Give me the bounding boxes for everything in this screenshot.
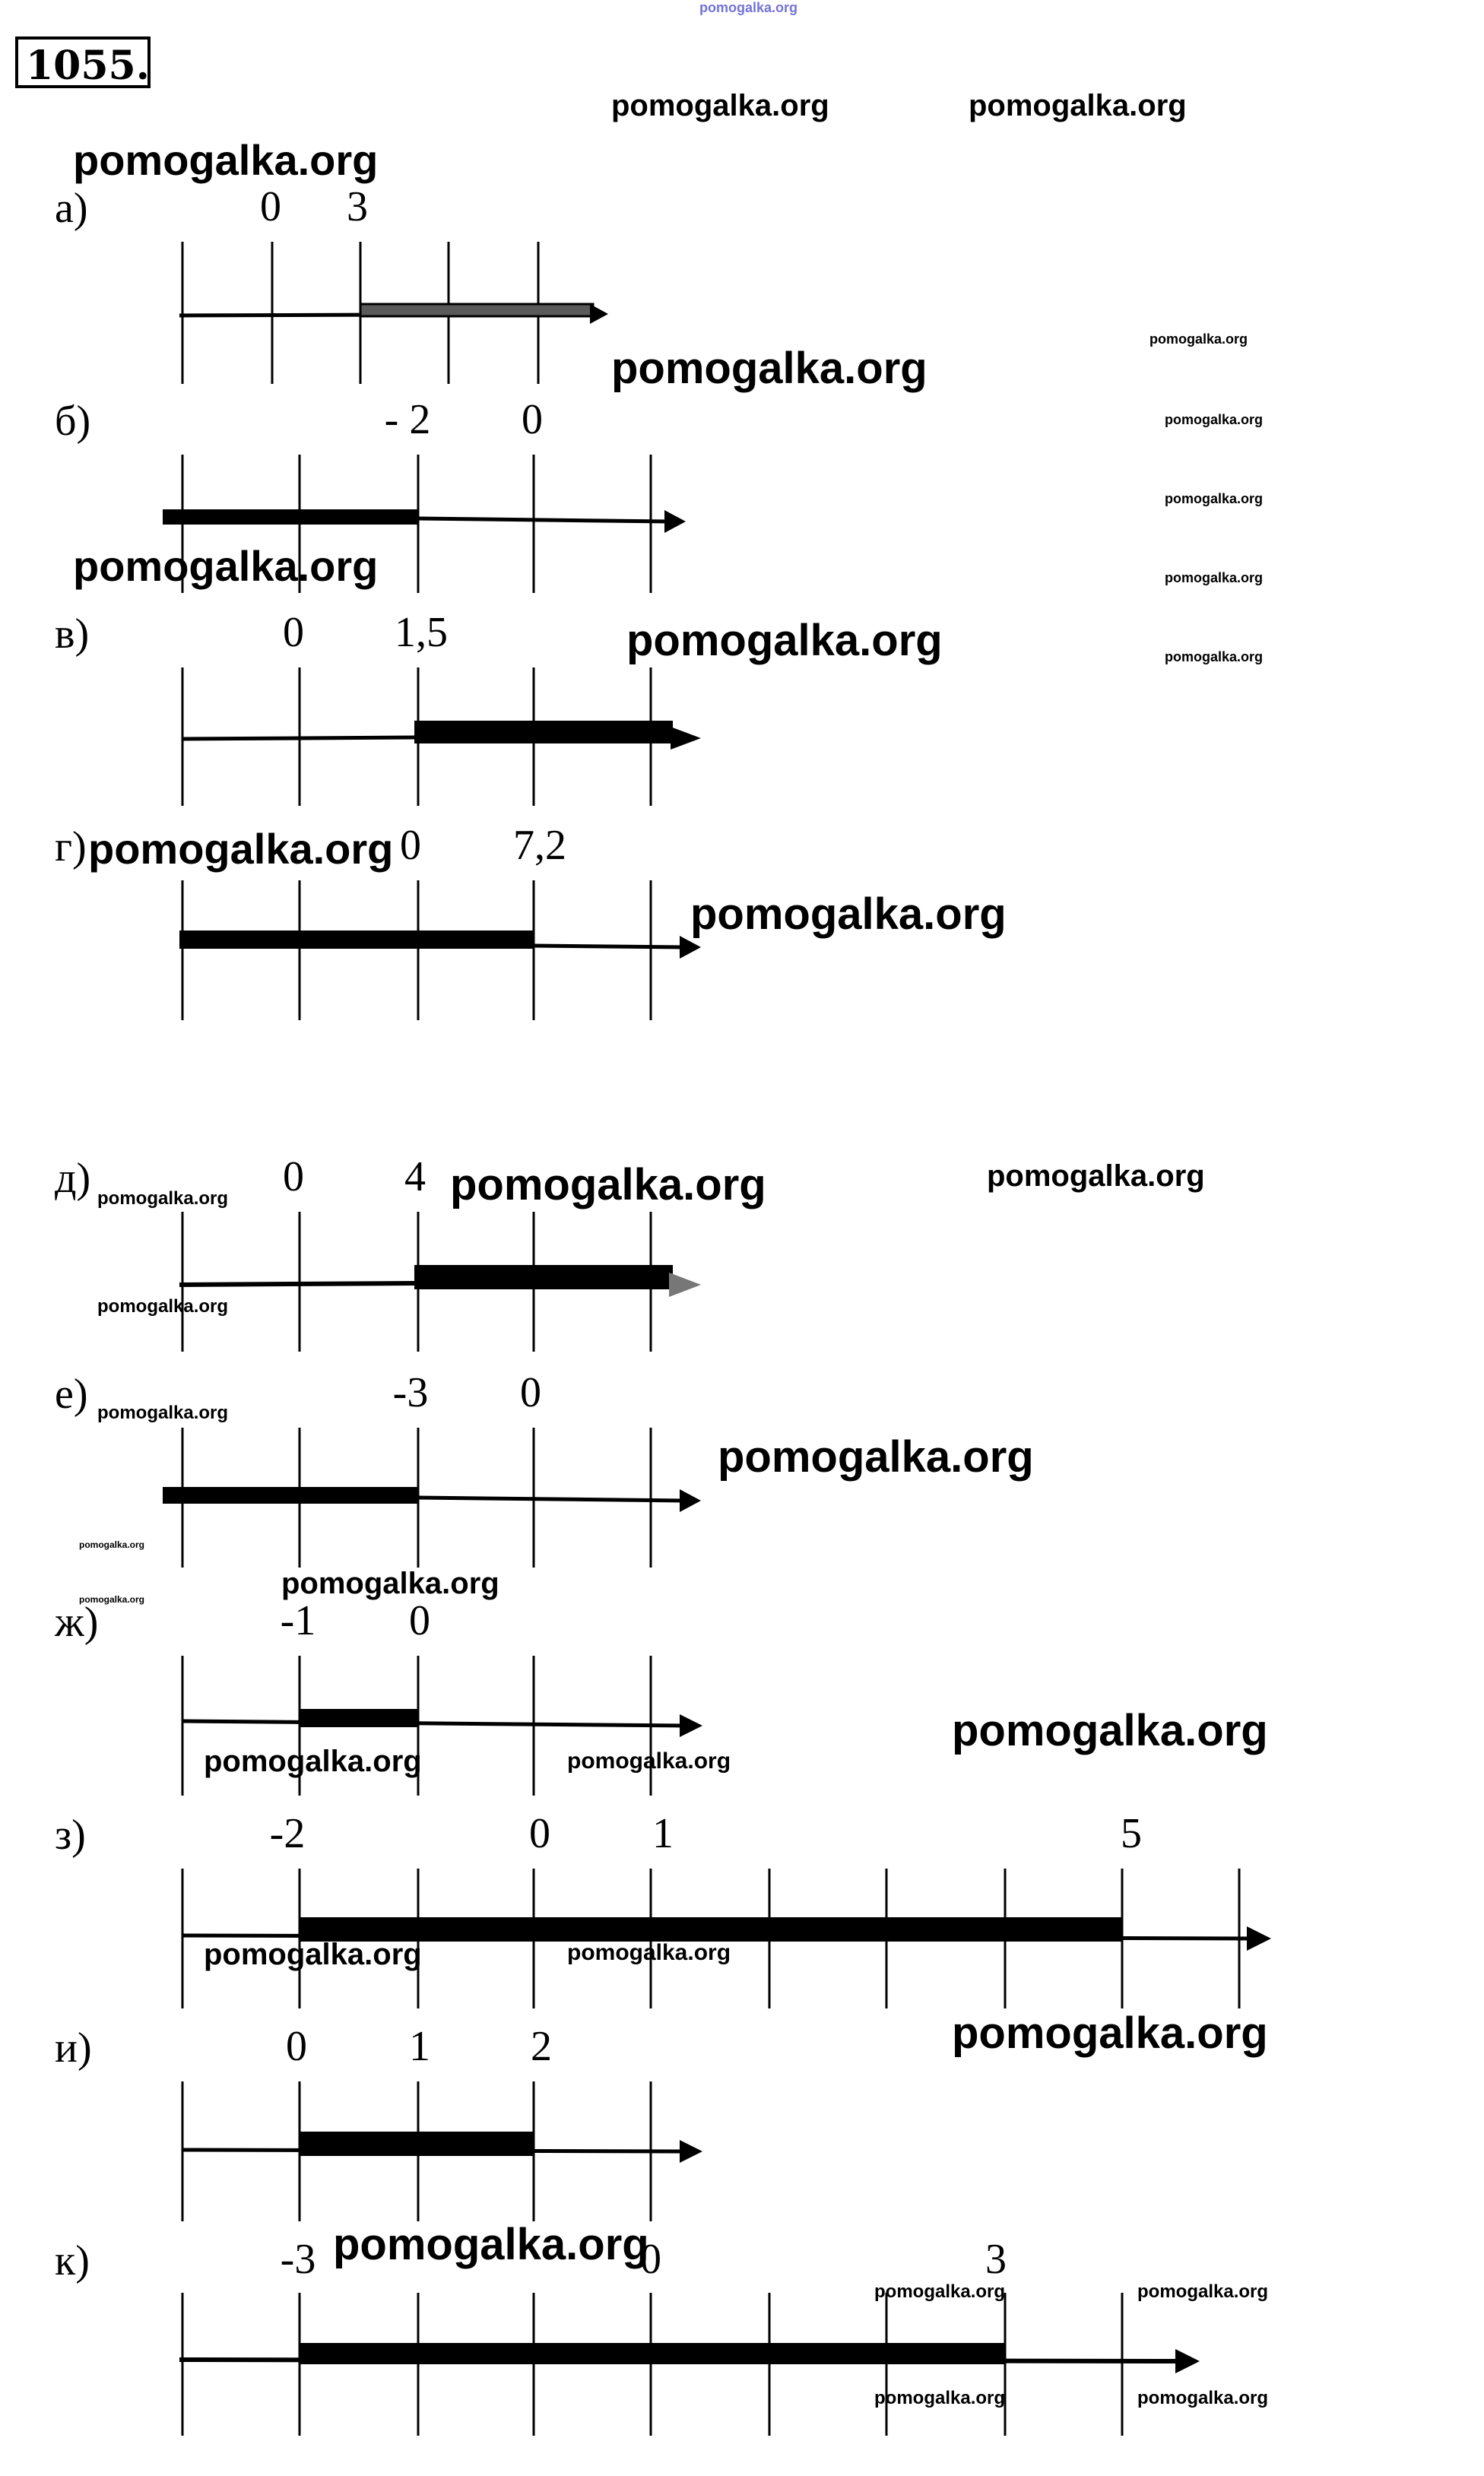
watermark: pomogalka.org [73, 136, 379, 184]
exercise-label: б) [55, 398, 91, 445]
tick-label: -3 [392, 1369, 429, 1416]
exercise-i [55, 2023, 702, 2221]
tick-label: 5 [1121, 1810, 1142, 1857]
axis-arrow [1247, 1926, 1271, 1951]
watermarks [73, 89, 1268, 2408]
exercise-e [55, 1369, 701, 1568]
exercise-label: г) [55, 823, 87, 870]
solution-ray [414, 721, 673, 743]
watermark: pomogalka.org [1165, 412, 1264, 427]
exercise-label: д) [55, 1155, 91, 1202]
tick-label: 0 [520, 1369, 541, 1416]
watermark: pomogalka.org [987, 1159, 1205, 1193]
exercise-label: в) [55, 610, 90, 658]
tick-label: 1,5 [395, 609, 448, 656]
solution-segment [300, 2343, 1005, 2364]
watermark: pomogalka.org [952, 1706, 1268, 1755]
solution-ray [360, 304, 593, 316]
watermark: pomogalka.org [969, 89, 1187, 122]
watermark: pomogalka.org [79, 1539, 145, 1550]
solution-segment [300, 2132, 534, 2156]
solution-segment [300, 1709, 418, 1727]
tick-label: 0 [400, 822, 421, 869]
tick-label: 0 [286, 2023, 307, 2070]
axis-line [418, 1498, 684, 1501]
watermark: pomogalka.org [626, 616, 943, 665]
tick-label: 7,2 [513, 822, 566, 869]
watermark: pomogalka.org [567, 1748, 731, 1774]
tick-label: -2 [269, 1810, 306, 1857]
watermark: pomogalka.org [79, 1594, 145, 1605]
solution-ray [179, 930, 534, 949]
solution-ray [163, 1487, 418, 1504]
tick-label: - 2 [384, 396, 431, 443]
watermark: pomogalka.org [97, 1296, 229, 1317]
watermark: pomogalka.org [874, 2281, 1006, 2302]
watermark: pomogalka.org [97, 1403, 229, 1423]
exercise-z [55, 1810, 1271, 2008]
watermark: pomogalka.org [718, 1432, 1034, 1482]
axis-arrow [680, 936, 701, 959]
exercise-label: а) [55, 185, 88, 232]
axis-arrow [680, 2140, 702, 2163]
tick-label: 2 [531, 2023, 552, 2070]
exercise-label: е) [55, 1371, 88, 1418]
problem-header [17, 0, 797, 89]
watermark: pomogalka.org [204, 1745, 422, 1778]
watermark: pomogalka.org [204, 1938, 422, 1971]
watermark: pomogalka.org [281, 1567, 499, 1600]
watermark: pomogalka.org [1137, 2281, 1269, 2302]
watermark: pomogalka.org [73, 542, 379, 590]
solution-ray [414, 1265, 673, 1289]
tick-label: -3 [280, 2236, 316, 2283]
problem-number: 1055. [26, 43, 150, 89]
axis-arrow [680, 1714, 702, 1737]
exercise-a [55, 183, 608, 384]
watermark: pomogalka.org [690, 889, 1007, 939]
exercise-v [55, 609, 701, 806]
watermark: pomogalka.org [611, 344, 928, 393]
axis-arrow [669, 1273, 701, 1297]
tick-label: 0 [260, 183, 281, 230]
solution-segment [300, 1917, 1122, 1942]
tick-label: 0 [529, 1810, 550, 1857]
exercise-label: к) [55, 2237, 90, 2284]
ticks [182, 880, 651, 1020]
watermark: pomogalka.org [611, 89, 829, 122]
axis-line [182, 737, 414, 739]
exercise-label: ж) [55, 1599, 99, 1646]
watermark: pomogalka.org [1165, 491, 1264, 506]
top-watermark: pomogalka.org [699, 0, 798, 15]
axis-arrow [590, 304, 608, 324]
tick-label: 3 [347, 183, 368, 230]
tick-label: 0 [283, 609, 304, 656]
tick-label: 1 [652, 1810, 674, 1857]
tick-label: 4 [404, 1153, 426, 1200]
axis-arrow [680, 1489, 701, 1512]
axis-arrow [664, 510, 686, 533]
axis-line [182, 1721, 684, 1726]
axis-line [179, 1283, 414, 1285]
axis-line [534, 946, 684, 947]
watermark: pomogalka.org [952, 2008, 1268, 2058]
watermark: pomogalka.org [97, 1188, 229, 1209]
tick-label: 0 [409, 1597, 430, 1644]
tick-label: 0 [522, 396, 543, 443]
watermark: pomogalka.org [1137, 2388, 1269, 2408]
tick-label: -1 [280, 1597, 316, 1644]
tick-label: 0 [283, 1153, 304, 1200]
watermark: pomogalka.org [874, 2388, 1006, 2408]
watermark: pomogalka.org [567, 1940, 731, 1965]
tick-label: 1 [409, 2023, 430, 2070]
watermark: pomogalka.org [88, 825, 394, 873]
watermark: pomogalka.org [450, 1160, 766, 1209]
solution-ray [163, 509, 418, 525]
watermark: pomogalka.org [1149, 331, 1248, 347]
axis-arrow [1175, 2349, 1200, 2373]
exercise-label: з) [55, 1812, 86, 1859]
watermark: pomogalka.org [1165, 570, 1264, 585]
exercise-label: и) [55, 2024, 92, 2072]
axis-arrow [671, 727, 701, 750]
axis-line [418, 518, 669, 522]
tick-label: 0 [640, 2236, 661, 2283]
watermark: pomogalka.org [1165, 649, 1264, 664]
tick-label: 3 [985, 2236, 1007, 2283]
watermark: pomogalka.org [333, 2220, 649, 2269]
